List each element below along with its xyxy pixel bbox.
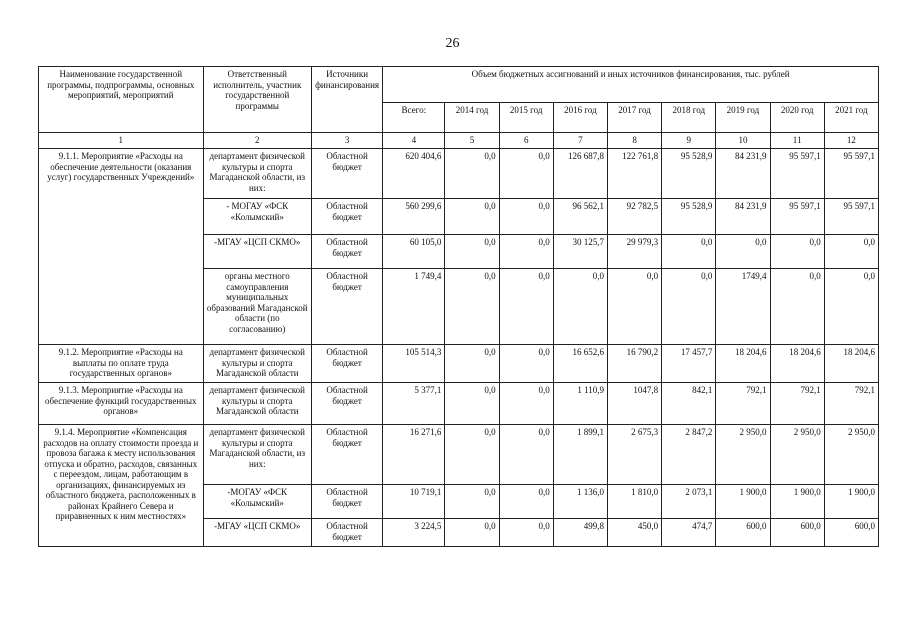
source-cell: Областной бюджет — [311, 199, 382, 235]
year-value: 1 810,0 — [607, 485, 661, 519]
source-cell: Областной бюджет — [311, 383, 382, 425]
year-value: 29 979,3 — [607, 235, 661, 269]
year-value: 0,0 — [824, 235, 878, 269]
year-value: 1 136,0 — [553, 485, 607, 519]
table-row — [39, 383, 879, 425]
header-year: 2018 год — [662, 103, 716, 133]
year-value: 17 457,7 — [662, 345, 716, 383]
program-name: 9.1.4. Мероприятие «Компенсация расходов на оплату стоимости проезда и провоза багажа к месту использования отпуска и обратно, расходов, связанных с переездом, лицам, работающим в организациях, финансируемых из областного бюджета, расположенных в районах Крайнего Севера и приравненных к ним местностях» — [39, 425, 204, 547]
year-value: 122 761,8 — [607, 149, 661, 199]
source-cell: Областной бюджет — [311, 485, 382, 519]
executor-cell: департамент физической культуры и спорта Магаданской области, из них: — [203, 149, 311, 199]
total-value: 10 719,1 — [383, 485, 445, 519]
total-value: 16 271,6 — [383, 425, 445, 485]
year-value: 18 204,6 — [716, 345, 770, 383]
header-total: Всего: — [383, 103, 445, 133]
year-value: 0,0 — [445, 519, 499, 547]
year-value: 1047,8 — [607, 383, 661, 425]
year-value: 0,0 — [445, 235, 499, 269]
source-cell: Областной бюджет — [311, 235, 382, 269]
year-value: 0,0 — [499, 235, 553, 269]
column-number: 11 — [770, 133, 824, 149]
year-value: 2 950,0 — [716, 425, 770, 485]
year-value: 0,0 — [499, 485, 553, 519]
executor-cell: департамент физической культуры и спорта Магаданской области — [203, 345, 311, 383]
year-value: 84 231,9 — [716, 199, 770, 235]
program-name: 9.1.1. Мероприятие «Расходы на обеспечение деятельности (оказания услуг) государственных Учреждений» — [39, 149, 204, 345]
source-cell: Областной бюджет — [311, 149, 382, 199]
year-value: 1 110,9 — [553, 383, 607, 425]
year-value: 16 790,2 — [607, 345, 661, 383]
source-cell: Областной бюджет — [311, 345, 382, 383]
year-value: 0,0 — [662, 235, 716, 269]
header-year: 2014 год — [445, 103, 499, 133]
header-volume: Объем бюджетных ассигнований и иных источников финансирования, тыс. рублей — [383, 67, 879, 103]
column-number: 8 — [607, 133, 661, 149]
total-value: 105 514,3 — [383, 345, 445, 383]
year-value: 18 204,6 — [770, 345, 824, 383]
table-row — [39, 149, 879, 199]
year-value: 1 899,1 — [553, 425, 607, 485]
column-number: 5 — [445, 133, 499, 149]
executor-cell: -МГАУ «ЦСП СКМО» — [203, 235, 311, 269]
year-value: 0,0 — [499, 425, 553, 485]
year-value: 499,8 — [553, 519, 607, 547]
year-value: 600,0 — [716, 519, 770, 547]
year-value: 0,0 — [607, 269, 661, 345]
executor-cell: органы местного самоуправления муниципальных образований Магаданской области (по согласованию) — [203, 269, 311, 345]
year-value: 2 950,0 — [824, 425, 878, 485]
header-year: 2017 год — [607, 103, 661, 133]
column-number: 6 — [499, 133, 553, 149]
column-number: 12 — [824, 133, 878, 149]
column-number: 9 — [662, 133, 716, 149]
year-value: 2 675,3 — [607, 425, 661, 485]
year-value: 0,0 — [770, 269, 824, 345]
header-program: Наименование государственной программы, подпрограммы, основных мероприятий, мероприятий — [39, 67, 204, 133]
year-value: 792,1 — [824, 383, 878, 425]
year-value: 842,1 — [662, 383, 716, 425]
year-value: 600,0 — [824, 519, 878, 547]
year-value: 1 900,0 — [824, 485, 878, 519]
year-value: 0,0 — [499, 199, 553, 235]
total-value: 1 749,4 — [383, 269, 445, 345]
column-number: 2 — [203, 133, 311, 149]
year-value: 95 597,1 — [770, 199, 824, 235]
year-value: 95 528,9 — [662, 149, 716, 199]
year-value: 0,0 — [445, 269, 499, 345]
program-name: 9.1.2. Мероприятие «Расходы на выплаты по оплате труда государственных органов» — [39, 345, 204, 383]
header-year: 2019 год — [716, 103, 770, 133]
header-source: Источники финансирования — [311, 67, 382, 133]
year-value: 474,7 — [662, 519, 716, 547]
table-row — [39, 345, 879, 383]
total-value: 560 299,6 — [383, 199, 445, 235]
source-cell: Областной бюджет — [311, 519, 382, 547]
year-value: 0,0 — [445, 199, 499, 235]
header-year: 2016 год — [553, 103, 607, 133]
year-value: 92 782,5 — [607, 199, 661, 235]
table-body — [39, 149, 879, 547]
column-number: 10 — [716, 133, 770, 149]
year-value: 1749,4 — [716, 269, 770, 345]
total-value: 5 377,1 — [383, 383, 445, 425]
year-value: 792,1 — [770, 383, 824, 425]
year-value: 0,0 — [499, 149, 553, 199]
year-value: 126 687,8 — [553, 149, 607, 199]
year-value: 2 950,0 — [770, 425, 824, 485]
year-value: 16 652,6 — [553, 345, 607, 383]
column-number: 3 — [311, 133, 382, 149]
program-name: 9.1.3. Мероприятие «Расходы на обеспечение функций государственных органов» — [39, 383, 204, 425]
year-value: 95 528,9 — [662, 199, 716, 235]
year-value: 0,0 — [770, 235, 824, 269]
column-number: 1 — [39, 133, 204, 149]
year-value: 0,0 — [445, 149, 499, 199]
year-value: 0,0 — [445, 345, 499, 383]
header-executor: Ответственный исполнитель, участник государственной программы — [203, 67, 311, 133]
executor-cell: департамент физической культуры и спорта Магаданской области — [203, 383, 311, 425]
year-value: 600,0 — [770, 519, 824, 547]
page-number: 26 — [445, 36, 460, 51]
total-value: 3 224,5 — [383, 519, 445, 547]
year-value: 450,0 — [607, 519, 661, 547]
table-row — [39, 425, 879, 485]
year-value: 0,0 — [499, 519, 553, 547]
total-value: 620 404,6 — [383, 149, 445, 199]
header-year: 2020 год — [770, 103, 824, 133]
year-value: 0,0 — [445, 383, 499, 425]
executor-cell: -МГАУ «ЦСП СКМО» — [203, 519, 311, 547]
year-value: 1 900,0 — [770, 485, 824, 519]
year-value: 792,1 — [716, 383, 770, 425]
year-value: 18 204,6 — [824, 345, 878, 383]
year-value: 2 847,2 — [662, 425, 716, 485]
year-value: 95 597,1 — [824, 199, 878, 235]
source-cell: Областной бюджет — [311, 269, 382, 345]
executor-cell: департамент физической культуры и спорта Магаданской области, из них: — [203, 425, 311, 485]
year-value: 0,0 — [499, 269, 553, 345]
total-value: 60 105,0 — [383, 235, 445, 269]
year-value: 0,0 — [716, 235, 770, 269]
year-value: 2 073,1 — [662, 485, 716, 519]
header-year: 2021 год — [824, 103, 878, 133]
year-value: 96 562,1 — [553, 199, 607, 235]
year-value: 95 597,1 — [770, 149, 824, 199]
source-cell: Областной бюджет — [311, 425, 382, 485]
executor-cell: - МОГАУ «ФСК «Колымский» — [203, 199, 311, 235]
year-value: 0,0 — [445, 425, 499, 485]
year-value: 0,0 — [553, 269, 607, 345]
year-value: 1 900,0 — [716, 485, 770, 519]
column-number: 7 — [553, 133, 607, 149]
executor-cell: -МОГАУ «ФСК «Колымский» — [203, 485, 311, 519]
year-value: 0,0 — [445, 485, 499, 519]
column-number: 4 — [383, 133, 445, 149]
year-value: 30 125,7 — [553, 235, 607, 269]
budget-table — [38, 66, 879, 547]
year-value: 0,0 — [824, 269, 878, 345]
year-value: 0,0 — [499, 345, 553, 383]
year-value: 0,0 — [499, 383, 553, 425]
year-value: 95 597,1 — [824, 149, 878, 199]
header-year: 2015 год — [499, 103, 553, 133]
year-value: 0,0 — [662, 269, 716, 345]
year-value: 84 231,9 — [716, 149, 770, 199]
